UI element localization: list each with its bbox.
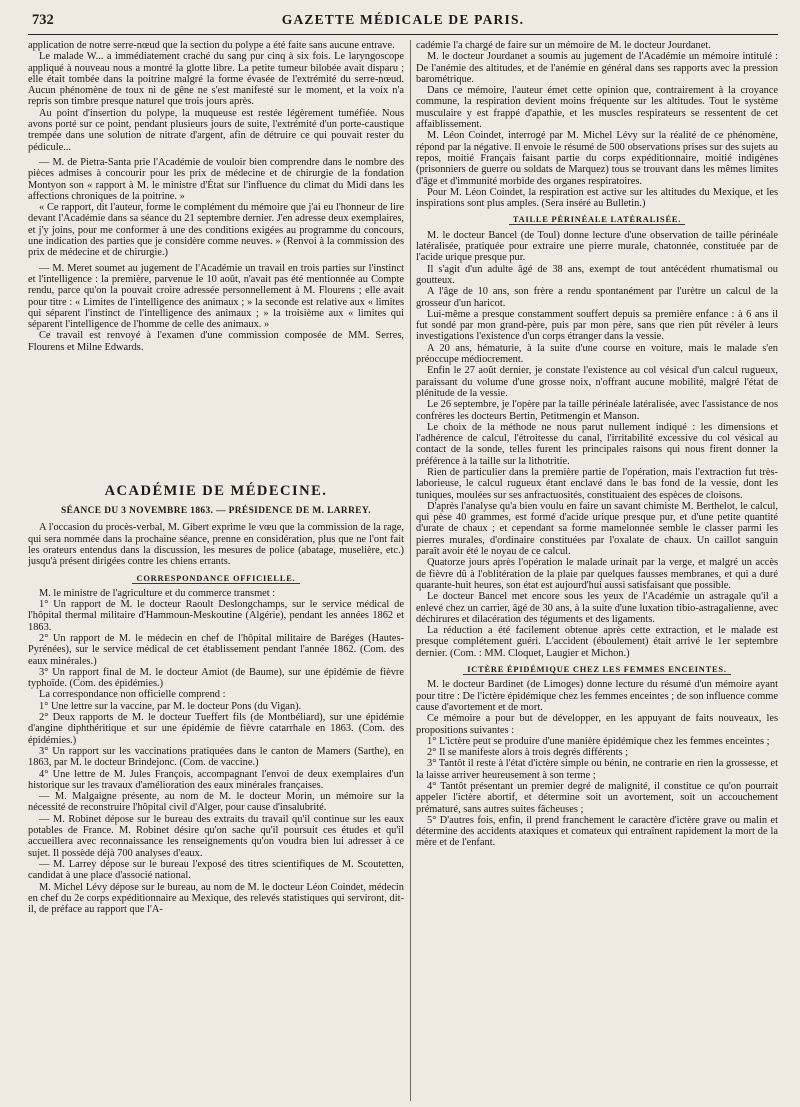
paragraph: Le docteur Bancel met encore sous les yeux de l'Académie un astragale qu'il a enlevé chez un carrier, âgé de 30 ans, à la suite d'une luxation tibio-astragalienne, avec déchirures et dilacération des téguments et des ligaments.: [416, 591, 778, 625]
paragraph: cadémie l'a chargé de faire sur un mémoire de M. le docteur Jourdanet.: [416, 40, 711, 51]
paragraph: Dans ce mémoire, l'auteur émet cette opinion que, contrairement à la croyance commune, la respiration devient moins fréquente sur les altitudes. Tout le système musculaire y est frappé d'apathie, et les muscles respirateurs se ressentent de cet affaiblissement.: [416, 85, 778, 131]
paragraph: Pour M. Léon Coindet, la respiration est active sur les altitudes du Mexique, et les inspirations sont plus amples. (Sera inséré au Bulletin.): [416, 186, 778, 210]
paragraph: — M. Meret soumet au jugement de l'Académie un travail en trois parties sur l'instinct et l'intelligence : la première, parvenue le 10 août, n'avait pas été mentionnée au Compte rendu, parce qu'on la pouvait croire adressée personnellement à M. Flourens ; elle avait pour titre : « Limites de l'intelligence des animaux ; » la seconde est relative aux « limites qui séparent l'instinct de l'intelligence des animaux ; » la troisième aux « limites qui séparent l'intelligence de l'homme de celle des animaux. »: [28, 262, 404, 331]
paragraph: Au point d'insertion du polype, la muqueuse est restée légèrement tuméfiée. Nous avons porté sur ce point, pendant plusieurs jours de suite, l'extrémité d'un porte-caustique trempée dans une solution de nitrate d'argent, afin de détruire ce qui pouvait rester du pédicule...: [28, 107, 404, 153]
right-column: [416, 40, 778, 1101]
paragraph: Ce mémoire a pour but de développer, en les appuyant de faits nouveaux, les propositions suivantes :: [416, 713, 778, 736]
paragraph: M. Léon Coindet, interrogé par M. Michel Lévy sur la réalité de ce phénomène, répond par la négative. Il envoie le résumé de 500 observations prises sur des sujets au repos, moitié Français faisant partie du corps expéditionnaire, moitié indigènes (prisonniers de guerre ou soldats de Marquez) tous se trouvant dans les mêmes limites d'âge et d'immunité morbide des organes respiratoires.: [416, 130, 778, 187]
paragraph: 2° Il se manifeste alors à trois degrés différents ;: [427, 747, 629, 759]
paragraph: 1° Un rapport de M. le docteur Raoult Deslongchamps, sur le service médical de l'hôpital thermal militaire d'Hammoun-Meskoutine (Algérie), pendant les années 1862 et 1863.: [28, 599, 404, 633]
paragraph: — M. Malgaigne présente, au nom de M. le docteur Morin, un mémoire sur la nécessité de reconstruire l'hôpital civil d'Alger, pour cause d'insalubrité.: [28, 791, 404, 814]
session-line: SÉANCE DU 3 NOVEMBRE 1863. — PRÉSIDENCE DE M. LARREY.: [61, 506, 371, 517]
paragraph: 1° Une lettre sur la vaccine, par M. le docteur Pons (du Vigan).: [39, 700, 302, 712]
paragraph: Enfin le 27 août dernier, je constate l'existence au col vésical d'un calcul rugueux, paraissant du volume d'une grosse noix, n'offrant aucune mobilité, malgré l'état de plénitude de la vessie.: [416, 365, 778, 399]
subheading-ictere-epidemique: ICTÈRE ÉPIDÉMIQUE CHEZ LES FEMMES ENCEINTES.: [463, 665, 731, 675]
left-column: [28, 40, 404, 1101]
paragraph: 3° Tantôt il reste à l'état d'ictère simple ou bénin, ne contrarie en rien la grossesse, et la laisse arriver heureusement à son terme ;: [416, 758, 778, 781]
section-heading-academie: ACADÉMIE DE MÉDECINE.: [104, 483, 328, 500]
paragraph: — M. de Pietra-Santa prie l'Académie de vouloir bien comprendre dans le nombre des pièces admises à concourir pour les prix de médecine et de chirurgie de la fondation Montyon son « rapport à M. le ministre d'État sur l'influence du climat du Midi dans les affections chroniques de la poitrine. »: [28, 156, 404, 202]
column-rule: [410, 40, 411, 1101]
paragraph: — M. Larrey dépose sur le bureau l'exposé des titres scientifiques de M. Scoutetten, candidat à une place d'associé national.: [28, 858, 404, 882]
journal-title: GAZETTE MÉDICALE DE PARIS.: [281, 12, 525, 27]
paragraph: 3° Un rapport final de M. le docteur Amiot (de Baume), sur une épidémie de fièvre typhoïde. (Com. des épidémies.): [28, 666, 404, 690]
paragraph: — M. Robinet dépose sur le bureau des extraits du travail qu'il continue sur les eaux potables de France. M. Robinet désire qu'on sache qu'il poursuit ces études et qu'il accueillera avec reconnaissance les renseignements qu'on voudra bien lui adresser à ce sujet. Il possède déjà 700 analyses d'eaux.: [28, 813, 404, 859]
paragraph: Il s'agit d'un adulte âgé de 38 ans, exempt de tout antécédent rhumatismal ou goutteux.: [416, 263, 778, 286]
paragraph: 4° Tantôt présentant un premier degré de malignité, il constitue ce qu'on pourrait appeler l'ictère abortif, et détermine soit un avortement, soit un accouchement prématuré, sans autres suites fâcheuses ;: [416, 781, 778, 815]
paragraph: Rien de particulier dans la première partie de l'opération, mais l'extraction fut très-laborieuse, le calcul rugueux étant enclavé dans le bas fond de la vessie, dont les tuniques, moulées sur ses anfractuosités, constituaient des espèces de cloisons.: [416, 466, 778, 501]
subheading-correspondance-officielle: CORRESPONDANCE OFFICIELLE.: [132, 574, 299, 584]
paragraph: Le 26 septembre, je l'opère par la taille périnéale latéralisée, avec l'assistance de nos confrères les docteurs Bertin, Petitmengin et Manson.: [416, 399, 778, 422]
text-columns: [28, 40, 778, 1101]
page-header: [28, 6, 778, 35]
paragraph: A l'âge de 10 ans, son frère a rendu spontanément par l'urètre un calcul de la grosseur d'un haricot.: [416, 286, 778, 309]
paragraph: M. le ministre de l'agriculture et du commerce transmet :: [39, 587, 276, 599]
paragraph: M. Michel Lévy dépose sur le bureau, au nom de M. le docteur Léon Coindet, médecin en chef du 2e corps expéditionnaire au Mexique, des relevés statistiques qui serviront, dit-il, de préface au rapport que l'A-: [28, 881, 404, 916]
paragraph: M. le docteur Bardinet (de Limoges) donne lecture du résumé d'un mémoire ayant pour titre : De l'ictère épidémique chez les femmes enceintes ; de son influence comme cause d'avortement et de mort.: [416, 679, 778, 713]
paragraph: Lui-même a presque constamment souffert depuis sa première enfance : à 6 ans il fut sondé par mon grand-père, puis par mon père, sans que rien pût révéler à leurs investigations l'existence d'un corps étranger dans la vessie.: [416, 308, 778, 343]
paragraph: 5° D'autres fois, enfin, il prend franchement le caractère d'ictère grave ou malin et détermine des accidents ataxiques et comateux qui entraînent rapidement la mort de la mère et de l'enfant.: [416, 814, 778, 849]
paragraph: 4° Une lettre de M. Jules François, accompagnant l'envoi de deux exemplaires d'un historique sur les travaux d'amélioration des eaux minérales françaises.: [28, 768, 404, 791]
paragraph: 2° Deux rapports de M. le docteur Tueffert fils (de Montbéliard), sur une épidémie d'angine diphthéritique et sur une épidémie de fièvre catarrhale en 1863. (Com. des épidémies.): [28, 712, 404, 746]
paragraph: application de notre serre-nœud que la section du polype a été faite sans aucune entrave.: [28, 40, 395, 51]
paragraph: La correspondance non officielle comprend :: [39, 689, 226, 701]
paragraph: M. le docteur Bancel (de Toul) donne lecture d'une observation de taille périnéale latéralisée, pratiquée pour extraire une pierre murale, chatonnée, constituée par de l'acide urique presque pur.: [416, 229, 778, 264]
paragraph: Le malade W... a immédiatement craché du sang pur cinq à six fois. Le laryngoscope appliqué à nouveau nous a montré la glotte libre. La petite tumeur bilobée avait disparu ; elle était tombée dans la poitrine malgré la forme évasée de l'extrémité du serre-nœud. Aucun phénomène de toux ni de gêne ne s'est manifesté sur le moment, et la voix n'a repris son timbre presque naturel que trois jours après.: [28, 51, 404, 108]
subheading-taille-perineale: TAILLE PÉRINÉALE LATÉRALISÉE.: [509, 215, 685, 225]
paragraph: M. le docteur Jourdanet a soumis au jugement de l'Académie un mémoire intitulé : De l'anémie des altitudes, et de l'anémie en général dans ses rapports avec la pression barométrique.: [416, 51, 778, 85]
paragraph: 1° L'ictère peut se produire d'une manière épidémique chez les femmes enceintes ;: [427, 735, 770, 747]
paragraph: D'après l'analyse qu'a bien voulu en faire un savant chimiste M. Berthelot, le calcul, qui pèse 40 grammes, est formé d'acide urique presque pur, et d'une petite quantité d'urate de chaux ; et cependant sa forme mamelonnée semble le classer parmi les pierres murales, d'ordinaire constituées par l'oxalate de chaux. Un caillot sanguin paraît avoir été le noyau de ce calcul.: [416, 500, 778, 558]
paragraph: Le choix de la méthode ne nous parut nullement indiqué : les dimensions et l'adhérence de calcul, l'étroitesse du canal, l'irritabilité excessive du col vésical au contact de la sonde, telles furent les principales raisons qui nous firent donner la préférence à la taille sur la lithotritie.: [416, 421, 778, 467]
paragraph: 2° Un rapport de M. le médecin en chef de l'hôpital militaire de Baréges (Hautes-Pyrénées), sur le service médical de cet établissement pendant l'année 1862. (Com. des eaux minérales.): [28, 632, 404, 667]
paragraph: 3° Un rapport sur les vaccinations pratiquées dans le canton de Mamers (Sarthe), en 1863, par M. le docteur Brindejonc. (Com. de vaccine.): [28, 745, 404, 769]
paragraph: A 20 ans, hématurie, à la suite d'une course en voiture, mais le malade s'en préoccupe médiocrement.: [416, 342, 778, 366]
blank-space: [28, 353, 404, 473]
paragraph: Quatorze jours après l'opération le malade urinait par la verge, et malgré un accès de fièvre dû à l'oblitération de la plaie par quelques fausses membranes, et qui a duré quarante-huit heures, son état est aujourd'hui aussi satisfaisant que possible.: [416, 557, 778, 591]
paragraph: « Ce rapport, dit l'auteur, forme le complément du mémoire que j'ai eu l'honneur de lire devant l'Académie dans sa séance du 21 septembre dernier. J'en adresse deux exemplaires, et j'y joins, pour me conformer à une des conditions exigées au programme du concours, une indication des parties que je considère comme neuves. » (Renvoi à la commission des prix de médecine et de chirurgie.): [28, 202, 404, 259]
paragraph: A l'occasion du procès-verbal, M. Gibert exprime le vœu que la commission de la rage, qui sera nommée dans la prochaine séance, prenne en considération, plus que ne l'ont fait les orateurs entendus dans la discussion, les mesures de police (abatage, muselière, etc.) jusqu'à présent dirigées contre les chiens errants.: [28, 522, 404, 568]
paragraph: Ce travail est renvoyé à l'examen d'une commission composée de MM. Serres, Flourens et Milne Edwards.: [28, 330, 404, 353]
paragraph: La réduction a été facilement obtenue après cette extraction, et le malade est presque complétement guéri. L'accident (éboulement) était arrivé le 1er septembre dernier. (Com. : MM. Cloquet, Laugier et Michon.): [416, 625, 778, 659]
page-number: 732: [32, 12, 54, 28]
